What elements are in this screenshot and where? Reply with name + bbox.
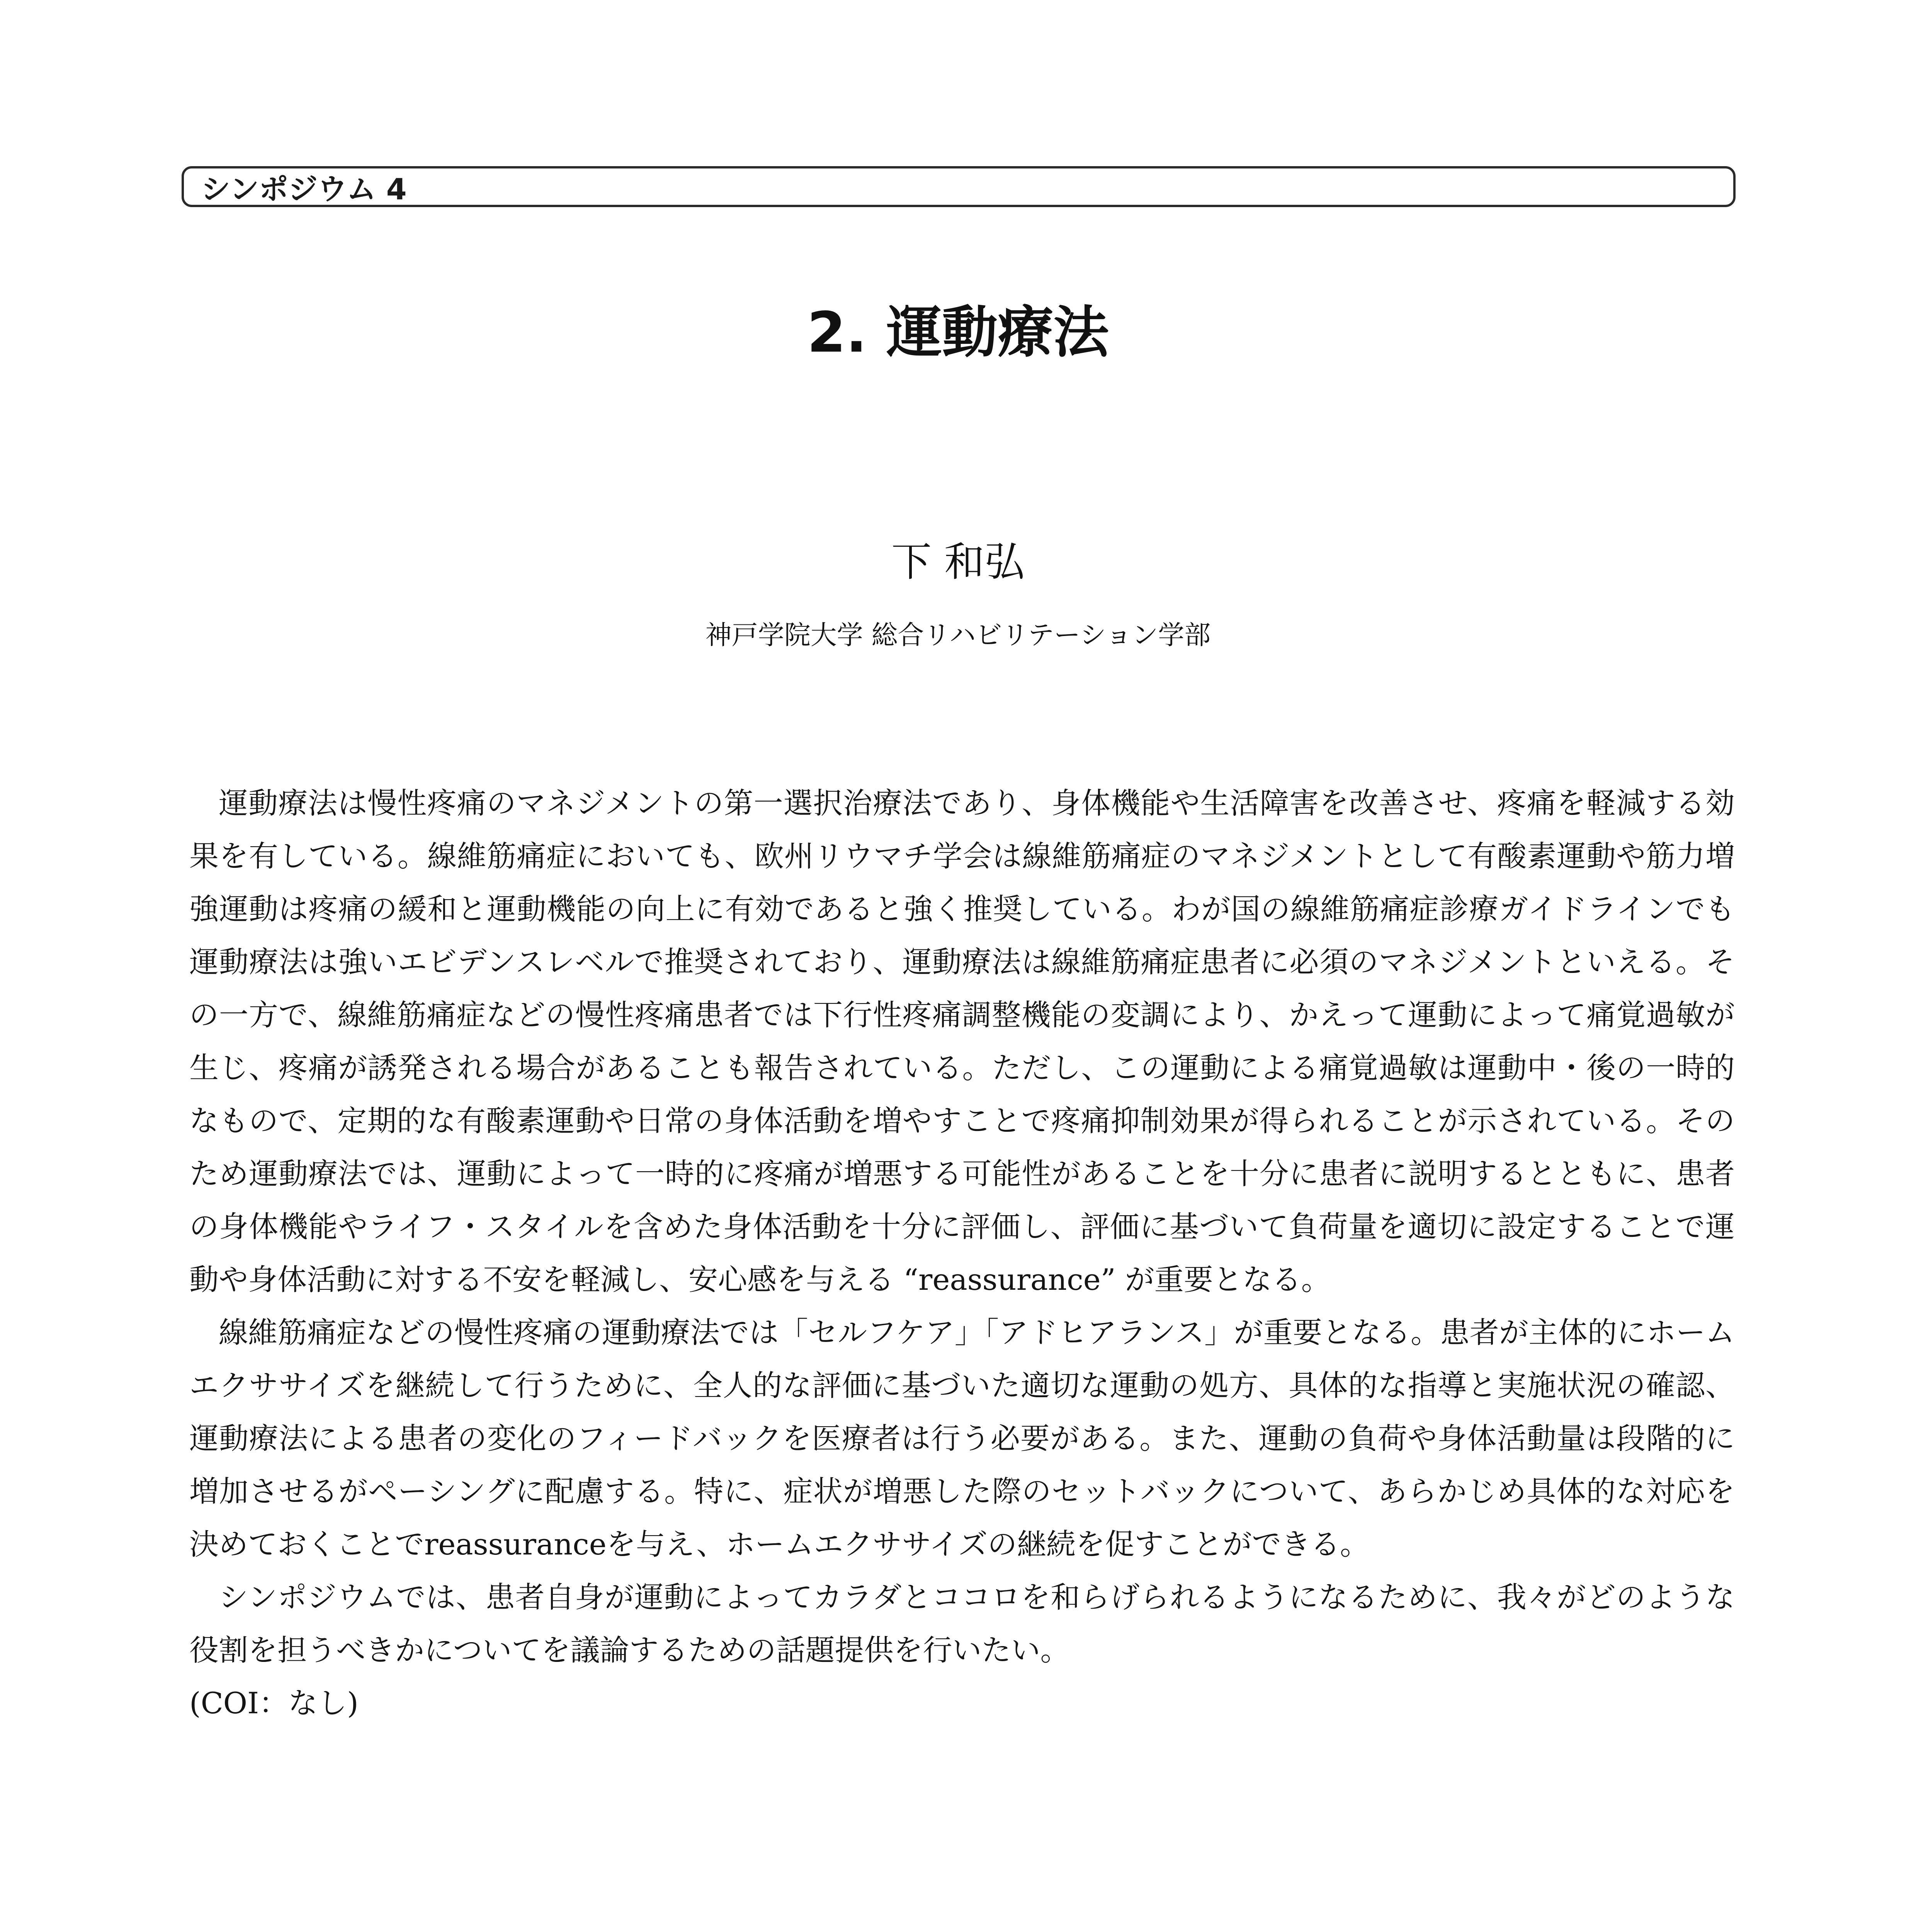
coi-statement: (COI：なし) bbox=[189, 1686, 359, 1720]
author-affiliation: 神戸学院大学 総合リハビリテーション学部 bbox=[705, 620, 1211, 651]
article-body bbox=[189, 777, 1735, 1730]
article-title: 2. 運動療法 bbox=[807, 300, 1109, 365]
section-header-label: シンポジウム 4 bbox=[201, 172, 407, 206]
body-paragraph: 線維筋痛症などの慢性疼痛の運動療法では「セルフケア」「アドヒアランス」が重要となる。患者が主体的にホームエクササイズを継続して行うために、全人的な評価に基づいた適切な運動の処方、具体的な指導と実施状況の確認、運動療法による患者の変化のフィードバックを医療者は行う必要がある。また、運動の負荷や身体活動量は段階的に増加させるがペーシングに配慮する。特に、症状が増悪した際のセットバックについて、あらかじめ具体的な対応を決めておくことでreassuranceを与え、ホームエクササイズの継続を促すことができる。 bbox=[189, 1315, 1735, 1561]
body-paragraph: 運動療法は慢性疼痛のマネジメントの第一選択治療法であり、身体機能や生活障害を改善させ、疼痛を軽減する効果を有している。線維筋痛症においても、欧州リウマチ学会は線維筋痛症のマネジメントとして有酸素運動や筋力増強運動は疼痛の緩和と運動機能の向上に有効であると強く推奨している。わが国の線維筋痛症診療ガイドラインでも運動療法は強いエビデンスレベルで推奨されており、運動療法は線維筋痛症患者に必須のマネジメントといえる。その一方で、線維筋痛症などの慢性疼痛患者では下行性疼痛調整機能の変調により、かえって運動によって痛覚過敏が生じ、疼痛が誘発される場合があることも報告されている。ただし、この運動による痛覚過敏は運動中・後の一時的なもので、定期的な有酸素運動や日常の身体活動を増やすことで疼痛抑制効果が得られることが示されている。そのため運動療法では、運動によって一時的に疼痛が増悪する可能性があることを十分に患者に説明するとともに、患者の身体機能やライフ・スタイルを含めた身体活動を十分に評価し、評価に基づいて負荷量を適切に設定することで運動や身体活動に対する不安を軽減し、安心感を与える “reassurance” が重要となる。 bbox=[189, 786, 1735, 1297]
section-header-box bbox=[182, 166, 1736, 207]
author-name: 下 和弘 bbox=[891, 538, 1025, 585]
body-paragraph: シンポジウムでは、患者自身が運動によってカラダとココロを和らげられるようになるために、我々がどのような役割を担うべきかについてを議論するための話題提供を行いたい。 bbox=[189, 1580, 1735, 1667]
